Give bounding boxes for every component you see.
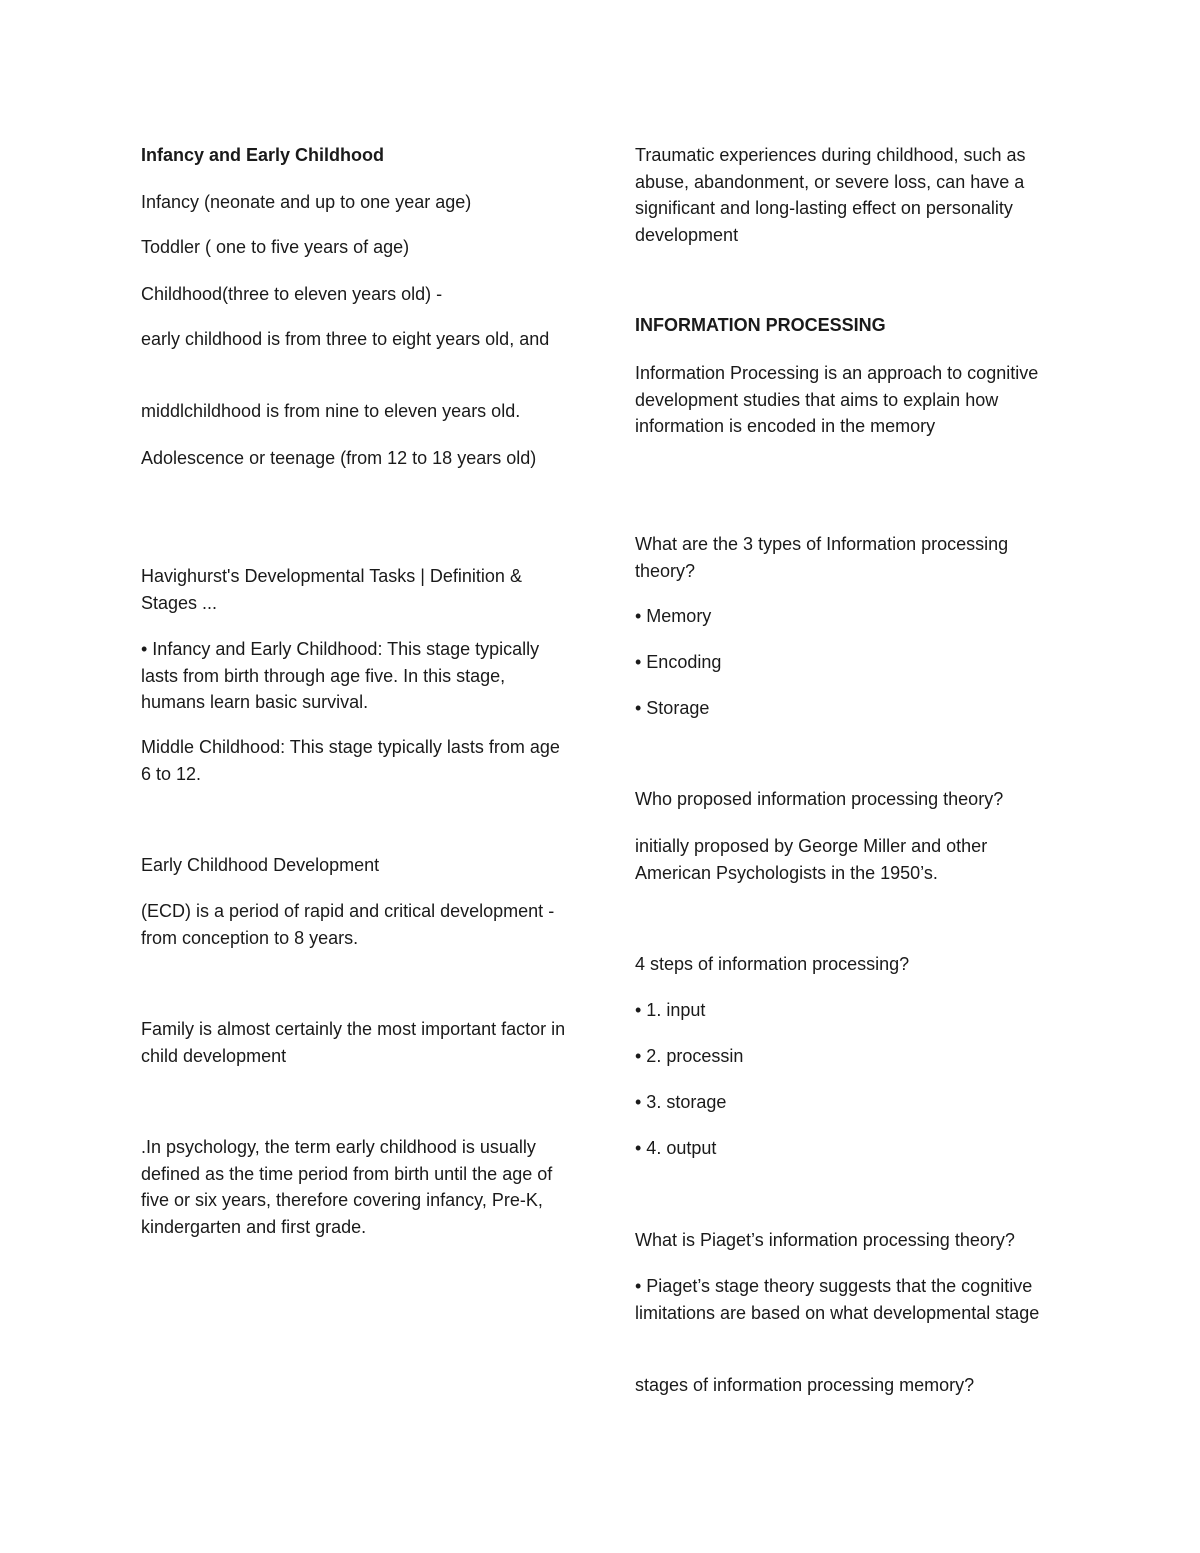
paragraph: initially proposed by George Miller and other American Psychologists in the 1950’s. bbox=[635, 836, 988, 883]
list-item: • 4. output bbox=[635, 1138, 717, 1158]
paragraph: stages of information processing memory? bbox=[635, 1375, 975, 1395]
list-item: • 3. storage bbox=[635, 1092, 727, 1112]
paragraph: 4 steps of information processing? bbox=[635, 954, 910, 974]
list-item: • Encoding bbox=[635, 652, 722, 672]
paragraph: Information Processing is an approach to cognitive development studies that aims to explain how information is encoded in the memory bbox=[635, 363, 1039, 436]
paragraph: • Infancy and Early Childhood: This stage typically lasts from birth through age five. In this stage, humans learn basic survival. bbox=[141, 639, 540, 712]
paragraph: Toddler ( one to five years of age) bbox=[141, 237, 410, 257]
paragraph: .In psychology, the term early childhood is usually defined as the time period from birth until the age of five or six years, therefore covering infancy, Pre-K, kindergarten and first grade. bbox=[141, 1137, 553, 1237]
paragraph: Childhood(three to eleven years old) - bbox=[141, 284, 443, 304]
paragraph: What is Piaget’s information processing theory? bbox=[635, 1230, 1015, 1250]
list-item: • 2. processin bbox=[635, 1046, 744, 1066]
paragraph: (ECD) is a period of rapid and critical development - from conception to 8 years. bbox=[141, 901, 555, 948]
paragraph: Middle Childhood: This stage typically lasts from age 6 to 12. bbox=[141, 737, 560, 784]
paragraph: Infancy (neonate and up to one year age) bbox=[141, 192, 472, 212]
paragraph: Early Childhood Development bbox=[141, 855, 380, 875]
paragraph: Adolescence or teenage (from 12 to 18 years old) bbox=[141, 448, 537, 468]
paragraph: Havighurst's Developmental Tasks | Definition & Stages ... bbox=[141, 566, 522, 613]
paragraph: early childhood is from three to eight years old, and bbox=[141, 329, 550, 349]
paragraph: • Piaget’s stage theory suggests that the cognitive limitations are based on what developmental stage bbox=[635, 1276, 1040, 1323]
list-item: • Memory bbox=[635, 606, 712, 626]
paragraph: What are the 3 types of Information processing theory? bbox=[635, 534, 1009, 581]
section-heading-information-processing: INFORMATION PROCESSING bbox=[635, 315, 886, 335]
paragraph: Traumatic experiences during childhood, such as abuse, abandonment, or severe loss, can have a significant and long-lasting effect on personality development bbox=[635, 145, 1026, 245]
list-item: • 1. input bbox=[635, 1000, 706, 1020]
list-item: • Storage bbox=[635, 698, 710, 718]
paragraph: middlchildhood is from nine to eleven years old. bbox=[141, 401, 521, 421]
paragraph: Who proposed information processing theory? bbox=[635, 789, 1004, 809]
paragraph: Family is almost certainly the most important factor in child development bbox=[141, 1019, 566, 1066]
section-heading-infancy: Infancy and Early Childhood bbox=[141, 145, 385, 165]
